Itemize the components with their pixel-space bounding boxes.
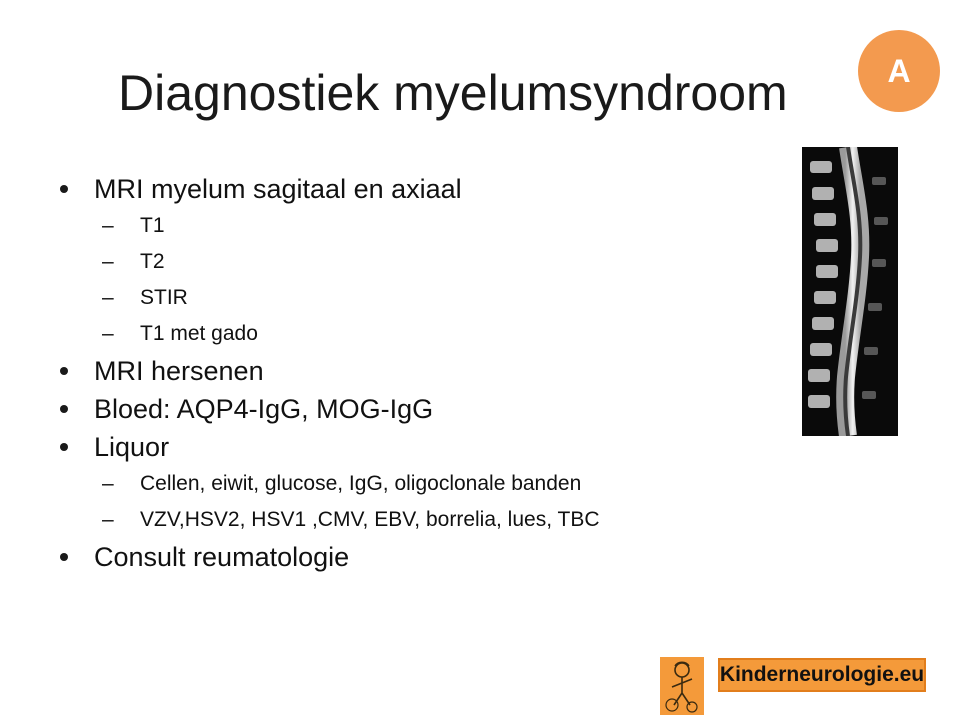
logo-figure-icon xyxy=(660,657,704,715)
sub-bullet-t1-gado: – T1 met gado xyxy=(58,316,798,352)
bullet-liquor: Liquor xyxy=(58,428,798,466)
sub-bullet-t2: – T2 xyxy=(58,244,798,280)
slide-title: Diagnostiek myelumsyndroom xyxy=(118,65,788,121)
bullet-mri-myelum: MRI myelum sagitaal en axiaal xyxy=(58,170,798,208)
bullet-mri-hersenen: MRI hersenen xyxy=(58,352,798,390)
badge-circle xyxy=(858,30,940,112)
bullet-bloed: Bloed: AQP4-IgG, MOG-IgG xyxy=(58,390,798,428)
mri-spine-image xyxy=(802,147,898,436)
logo-wordmark: Kinderneurologie.eu xyxy=(718,658,926,692)
bullet-consult: Consult reumatologie xyxy=(58,538,798,576)
sub-bullet-virussen: – VZV,HSV2, HSV1 ,CMV, EBV, borrelia, lues, TBC xyxy=(58,502,798,538)
badge-label: A xyxy=(887,52,911,89)
sub-bullet-t1: – T1 xyxy=(58,208,798,244)
mri-spine-graphic xyxy=(802,147,898,436)
sub-bullet-stir: – STIR xyxy=(58,280,798,316)
bullet-list xyxy=(58,170,798,576)
sub-bullet-cellen: – Cellen, eiwit, glucose, IgG, oligoclonale banden xyxy=(58,466,798,502)
logo-drawing xyxy=(660,657,704,715)
